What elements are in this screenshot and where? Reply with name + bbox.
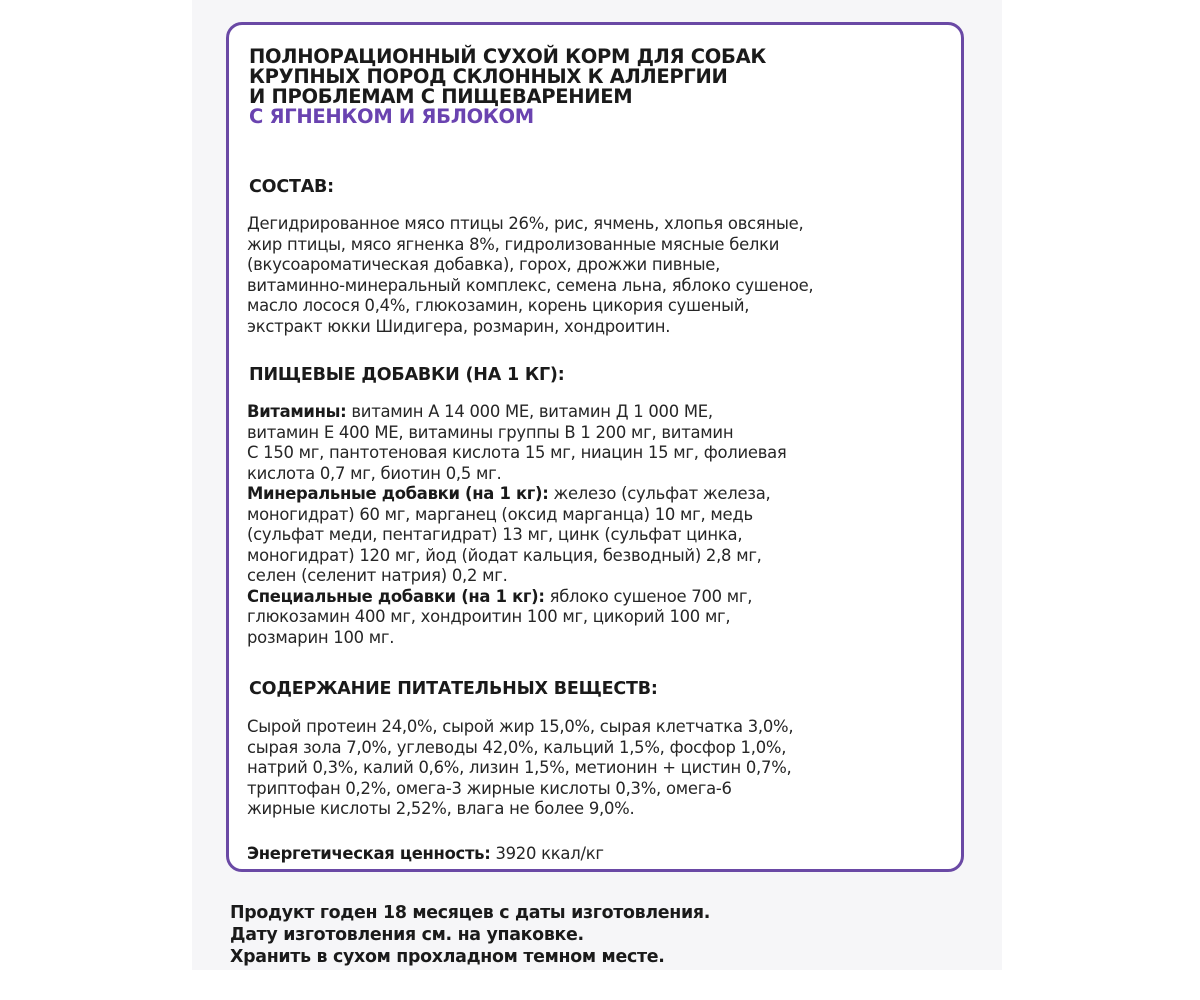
minerals-line <box>247 484 787 505</box>
nutrients-text <box>247 717 793 820</box>
nutrients-line: натрий 0,3%, калий 0,6%, лизин 1,5%, метионин + цистин 0,7%, <box>247 758 792 777</box>
vitamins-text: витамин А 14 000 МЕ, витамин Д 1 000 МЕ, <box>346 402 713 421</box>
minerals-text: железо (сульфат железа, <box>548 484 771 503</box>
vitamins-line <box>247 402 787 423</box>
composition-line: экстракт юкки Шидигера, розмарин, хондроитин. <box>247 316 671 336</box>
vitamins-label: Витамины: <box>247 402 347 421</box>
energy-label: Энергетическая ценность: <box>247 844 491 863</box>
product-title-line: И ПРОБЛЕМАМ С ПИЩЕВАРЕНИЕМ <box>249 85 633 108</box>
minerals-line: (сульфат меди, пентагидрат) 13 мг, цинк (сульфат цинка, <box>247 525 743 544</box>
nutrients-heading: СОДЕРЖАНИЕ ПИТАТЕЛЬНЫХ ВЕЩЕСТВ: <box>249 679 658 699</box>
vitamins-line: С 150 мг, пантотеновая кислота 15 мг, ниацин 15 мг, фолиевая <box>247 443 787 462</box>
shelf-life-note: Продукт годен 18 месяцев с даты изготовления. <box>230 903 711 923</box>
storage-notes <box>230 902 710 968</box>
additives-heading: ПИЩЕВЫЕ ДОБАВКИ (НА 1 КГ): <box>249 365 565 385</box>
nutrients-line: жирные кислоты 2,52%, влага не более 9,0%. <box>247 799 635 818</box>
additives-text <box>247 402 787 648</box>
product-info-card <box>226 22 964 872</box>
composition-heading: СОСТАВ: <box>249 177 334 197</box>
product-flavor-subtitle: С ЯГНЕНКОМ И ЯБЛОКОМ <box>249 105 534 128</box>
special-label: Специальные добавки (на 1 кг): <box>247 586 545 606</box>
product-title-line: КРУПНЫХ ПОРОД СКЛОННЫХ К АЛЛЕРГИИ <box>249 65 728 88</box>
special-text: яблоко сушеное 700 мг, <box>544 586 753 606</box>
storage-note: Хранить в сухом прохладном темном месте. <box>230 947 665 967</box>
special-line: розмарин 100 мг. <box>247 627 395 647</box>
minerals-line: моногидрат) 60 мг, марганец (оксид марганца) 10 мг, медь <box>247 504 753 524</box>
composition-line: Дегидрированное мясо птицы 26%, рис, ячмень, хлопья овсяные, <box>247 214 804 233</box>
special-line: глюкозамин 400 мг, хондроитин 100 мг, цикорий 100 мг, <box>247 607 731 626</box>
minerals-line: селен (селенит натрия) 0,2 мг. <box>247 566 508 585</box>
nutrients-line: Сырой протеин 24,0%, сырой жир 15,0%, сырая клетчатка 3,0%, <box>247 717 794 736</box>
composition-line: жир птицы, мясо ягненка 8%, гидролизованные мясные белки <box>247 234 780 254</box>
energy-value-line <box>247 844 604 865</box>
energy-line <box>247 844 604 865</box>
manufacture-date-note: Дату изготовления см. на упаковке. <box>230 925 584 945</box>
composition-line: витаминно-минеральный комплекс, семена льна, яблоко сушеное, <box>247 275 814 295</box>
vitamins-line: кислота 0,7 мг, биотин 0,5 мг. <box>247 463 502 483</box>
nutrients-line: сырая зола 7,0%, углеводы 42,0%, кальций 1,5%, фосфор 1,0%, <box>247 737 787 757</box>
minerals-label: Минеральные добавки (на 1 кг): <box>247 484 549 503</box>
nutrients-line: триптофан 0,2%, омега-3 жирные кислоты 0,3%, омега-6 <box>247 778 732 798</box>
composition-line: масло лосося 0,4%, глюкозамин, корень цикория сушеный, <box>247 296 750 315</box>
product-title-line: ПОЛНОРАЦИОННЫЙ СУХОЙ КОРМ ДЛЯ СОБАК <box>249 45 767 68</box>
energy-value: 3920 ккал/кг <box>490 844 604 863</box>
vitamins-line: витамин Е 400 МЕ, витамины группы В 1 200 мг, витамин <box>247 422 734 442</box>
minerals-line: моногидрат) 120 мг, йод (йодат кальция, безводный) 2,8 мг, <box>247 545 762 565</box>
composition-text <box>247 214 813 337</box>
composition-line: (вкусоароматическая добавка), горох, дрожжи пивные, <box>247 255 721 274</box>
product-title <box>249 47 766 127</box>
special-line <box>247 587 787 608</box>
